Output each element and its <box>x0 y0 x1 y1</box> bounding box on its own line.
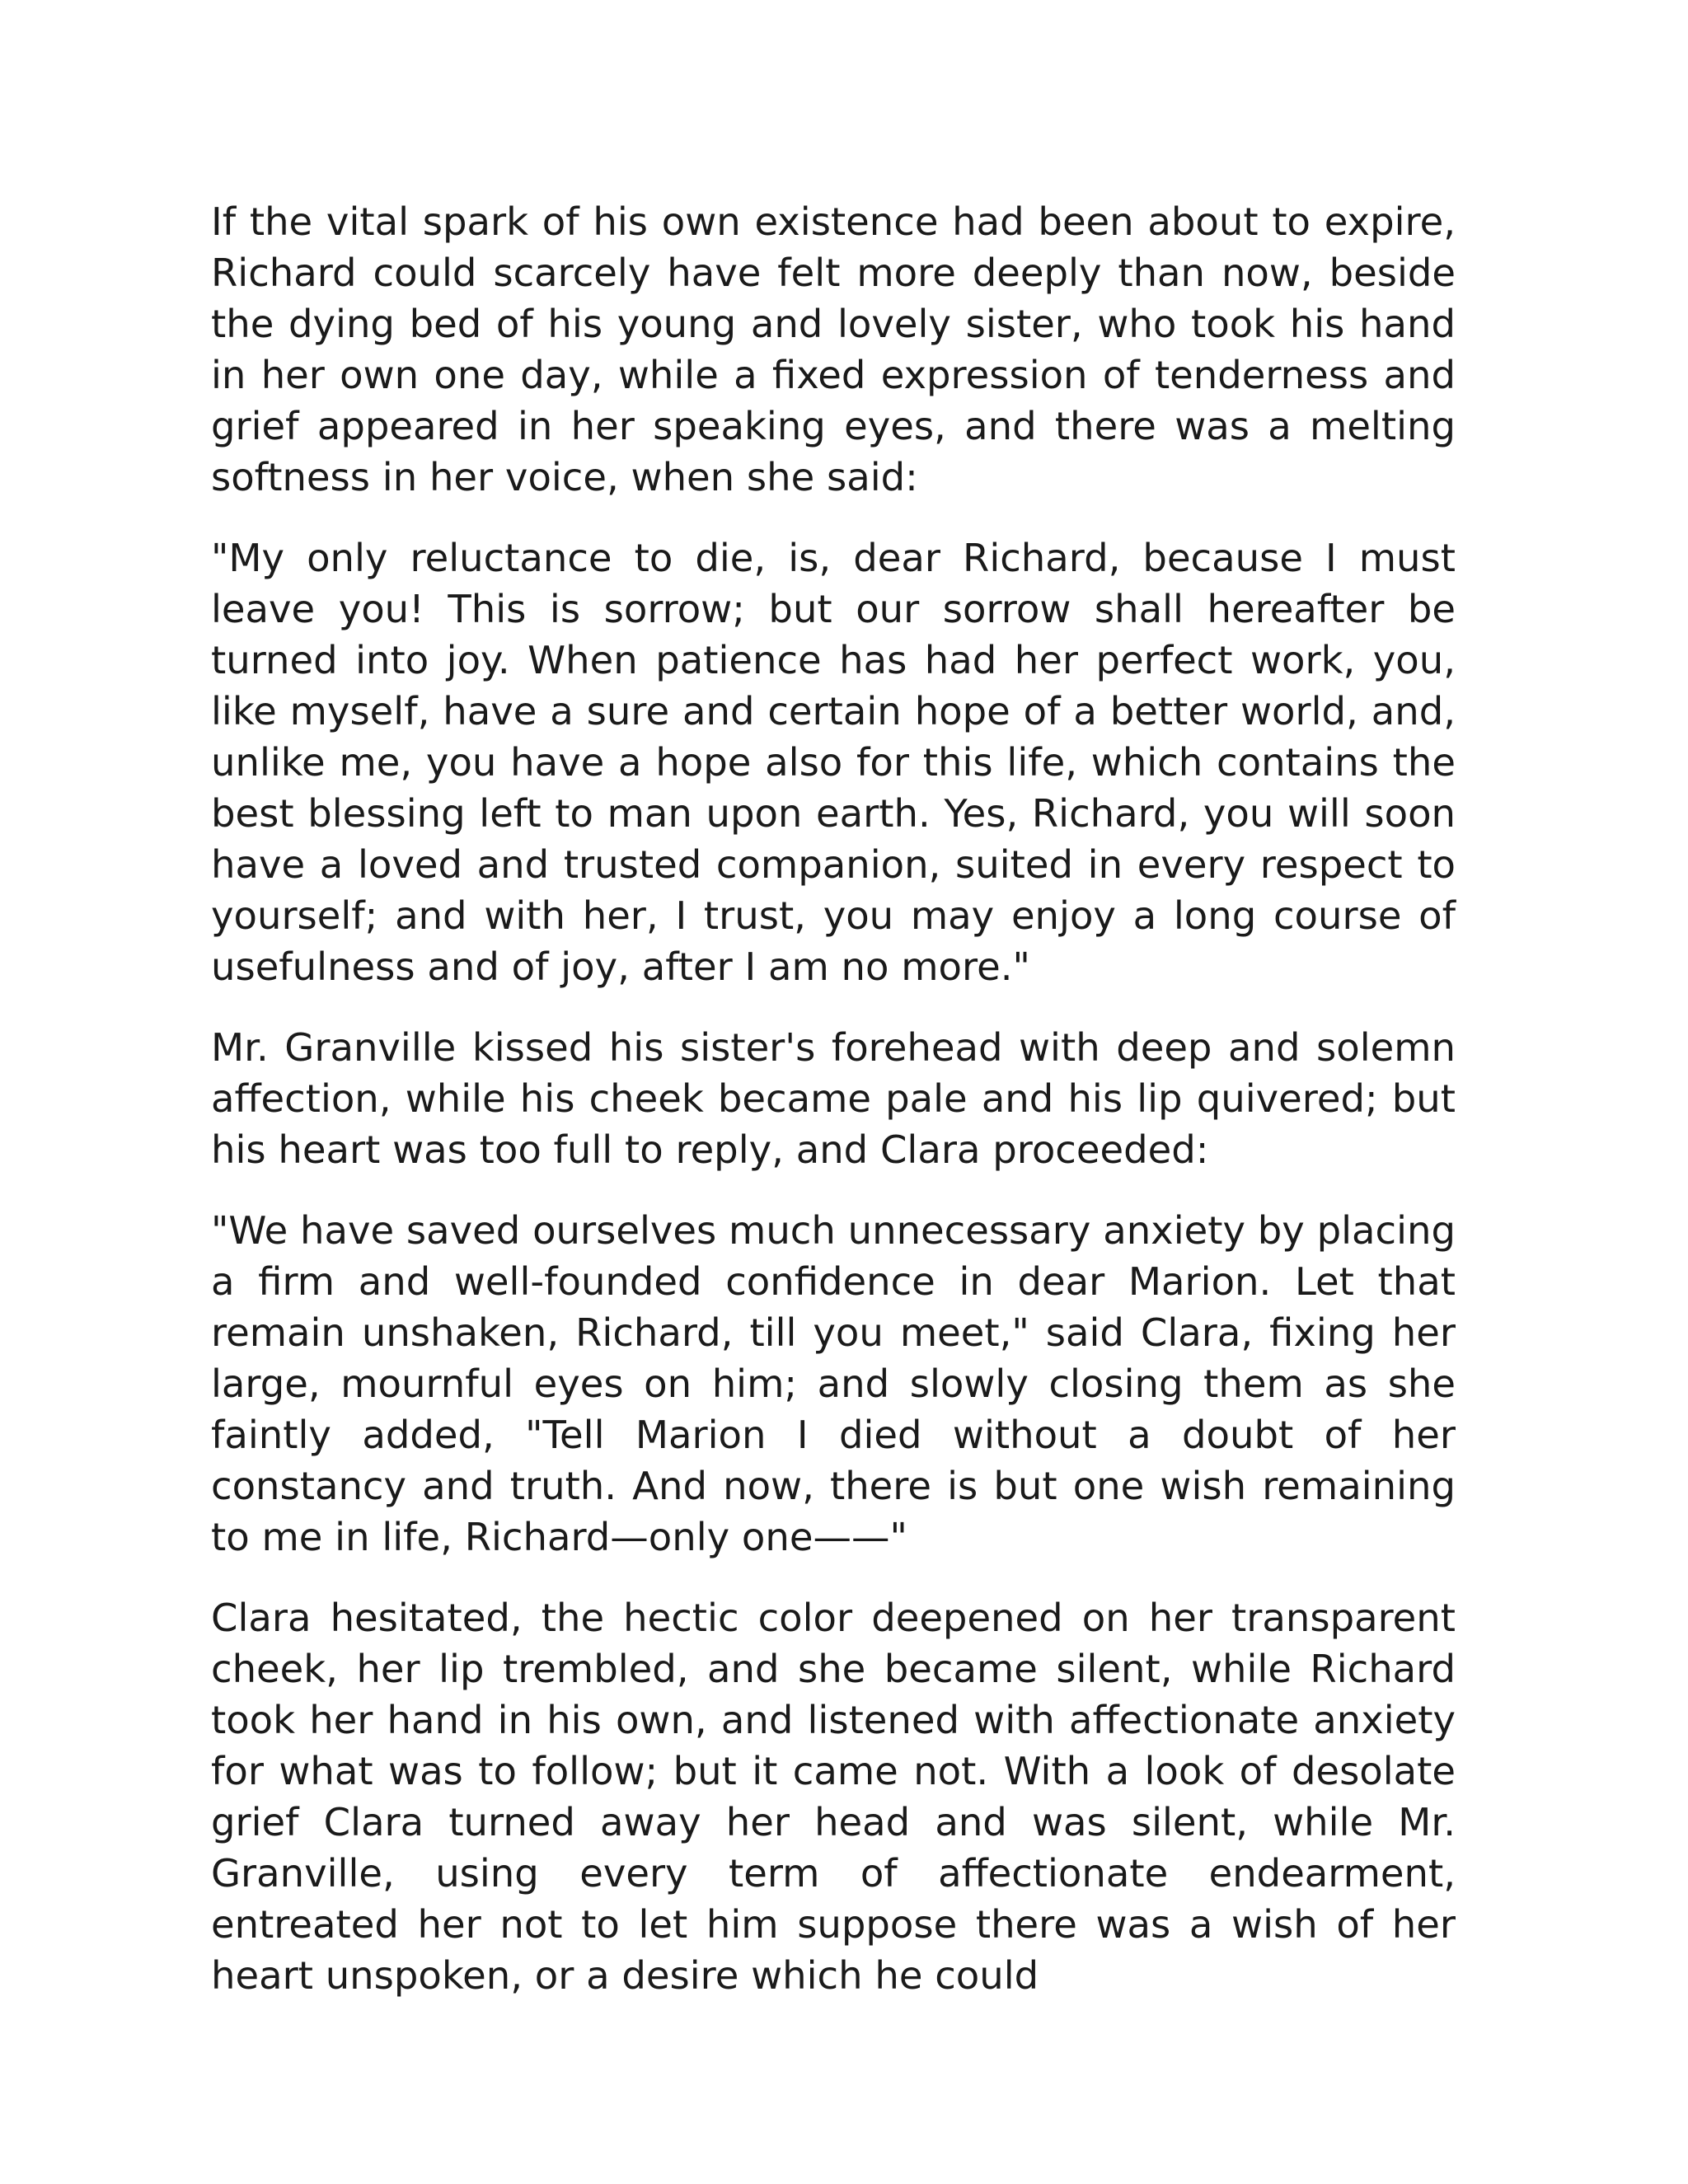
paragraph-3: Mr. Granville kissed his sister's forehead with deep and solemn affection, while his cheek became pale and his lip quivered; but his heart was too full to reply, and Clara proceeded: <box>211 1025 1456 1172</box>
paragraph-1: If the vital spark of his own existence had been about to expire, Richard could scarcely have felt more deeply than now, beside the dying bed of his young and lovely sister, who took his hand in her own one day, while a fixed expression of tenderness and grief appeared in her speaking eyes, and there was a melting softness in her voice, when she said: <box>211 199 1456 499</box>
paragraph-5: Clara hesitated, the hectic color deepened on her transparent cheek, her lip trembled, and she became silent, while Richard took her hand in his own, and listened with affectionate anxiety for what was to follow; but it came not. With a look of desolate grief Clara turned away her head and was silent, while Mr. Granville, using every term of affectionate endearment, entreated her not to let him suppose there was a wish of her heart unspoken, or a desire which he could <box>211 1596 1456 1998</box>
paragraph-2: "My only reluctance to die, is, dear Richard, because I must leave you! This is sorrow; but our sorrow shall hereafter be turned into joy. When patience has had her perfect work, you, like myself, have a sure and certain hope of a better world, and, unlike me, you have a hope also for this life, which contains the best blessing left to man upon earth. Yes, Richard, you will soon have a loved and trusted companion, suited in every respect to yourself; and with her, I trust, you may enjoy a long course of usefulness and of joy, after I am no more." <box>211 536 1456 989</box>
paragraph-4: "We have saved ourselves much unnecessary anxiety by placing a firm and well-founded confidence in dear Marion. Let that remain unshaken, Richard, till you meet," said Clara, fixing her large, mournful eyes on him; and slowly closing them as she faintly added, "Tell Marion I died without a doubt of her constancy and truth. And now, there is but one wish remaining to me in life, Richard—only one——" <box>211 1208 1456 1559</box>
page-body <box>211 196 1456 2001</box>
